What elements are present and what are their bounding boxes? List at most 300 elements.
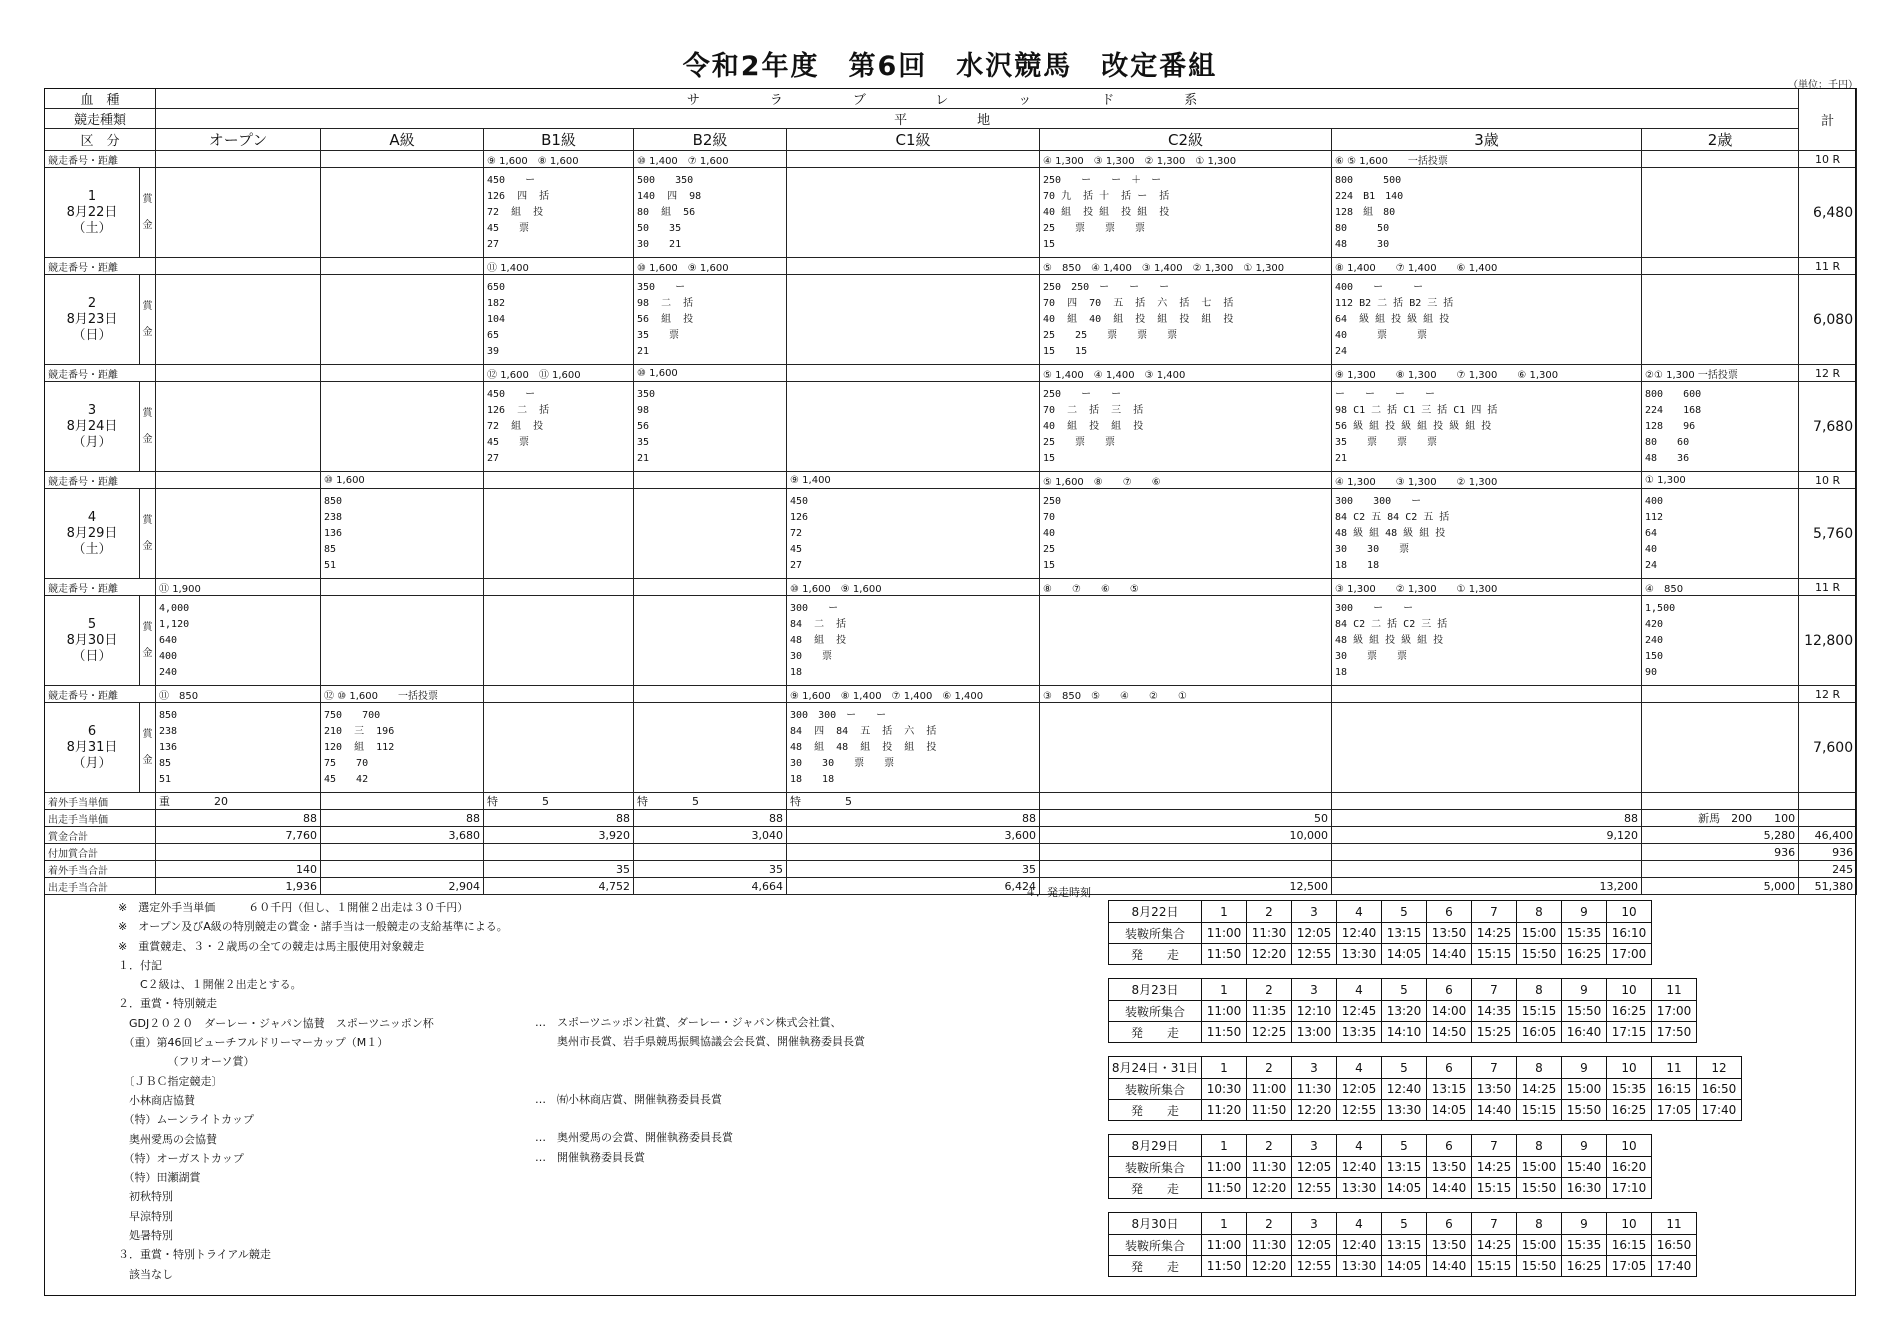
start-time-table [1108,1212,1697,1277]
start-allowance-total-row-cell: 4,752 [484,878,634,895]
start-time-cell: 13:50 [1472,1079,1517,1100]
start-time-cell: 9 [1562,901,1607,923]
start-time-row [1109,1057,1742,1079]
prize-total-row-cell: 7,760 [156,827,321,844]
race-number-cell: ⑥ ⑤ 1,600 一括投票 [1332,151,1642,168]
start-time-cell: 15:15 [1517,1100,1562,1121]
start-time-cell: 15:15 [1472,1256,1517,1277]
start-time-cell: 11 [1652,1057,1697,1079]
start-time-row-label: 8月24日・31日 [1109,1057,1202,1079]
out-allowance-unit-row-cell: 重 20 [156,793,321,810]
start-time-row [1109,1157,1652,1178]
start-time-cell: 1 [1202,901,1247,923]
day-weekday: （土） [72,541,112,557]
start-time-cell: 7 [1472,979,1517,1001]
start-time-cell: 14:25 [1517,1079,1562,1100]
prize-label: 賞金 [140,596,156,686]
start-allowance-total-row-total: 51,380 [1799,878,1857,895]
start-time-row [1109,901,1652,923]
start-time-cell: 15:00 [1517,923,1562,944]
note-right-line: 奥州市長賞、岩手県競馬振興協議会会長賞、開催執務委員長賞 [535,1035,865,1048]
start-time-cell: 5 [1382,1057,1427,1079]
start-time-cell: 14:05 [1427,1100,1472,1121]
day-date: 8月31日 [66,739,118,755]
total-header: 計 [1799,89,1857,151]
start-time-cell: 2 [1247,901,1292,923]
day-weekday: （月） [72,755,112,771]
race-number-cell: ⑨ 1,600 ⑧ 1,600 [484,151,634,168]
prize-values: 400 112 64 40 24 [1645,495,1664,571]
start-time-cell: 6 [1427,901,1472,923]
start-time-cell: 7 [1472,1135,1517,1157]
start-time-cell: 5 [1382,1135,1427,1157]
start-time-cell: 9 [1562,1057,1607,1079]
start-time-row [1109,1022,1697,1043]
note-line: C２級は、１開催２出走とする。 [118,978,302,992]
race-number-cell: ④ 850 [1642,579,1799,596]
prize-values: 450 ー 126 二 括 72 組 投 45 票 27 [487,388,550,464]
out-allowance-total-row-cell: 35 [484,861,634,878]
start-time-row-label: 装鞍所集合 [1109,1001,1202,1022]
prize-values: 800 600 224 168 128 96 80 60 48 36 [1645,388,1702,464]
start-time-cell: 4 [1337,1057,1382,1079]
start-time-cell: 11:20 [1202,1100,1247,1121]
race-count-total: 12 R [1799,686,1857,703]
start-time-cell: 10 [1607,979,1652,1001]
race-number-cell: ⑪ 1,400 [484,258,634,275]
start-time-cell: 15:00 [1562,1079,1607,1100]
race-number-cell: ⑩ 1,600 [321,472,484,489]
prize-values: 250 ー ー ＋ ー 70 九 括 十 括 ー 括 40 組 投 組 投 組 投 25 票 票 票 15 [1043,174,1170,250]
start-time-row-label: 8月22日 [1109,901,1202,923]
start-time-row-label: 発 走 [1109,1256,1202,1277]
prize-values: 650 182 104 65 39 [487,281,506,357]
prize-values: 400 ー ー 112 B2 二 括 B2 三 括 64 級 組 投 級 組 投 40 票 票 24 [1335,281,1454,357]
start-time-row-label: 発 走 [1109,1100,1202,1121]
start-time-row [1109,1100,1742,1121]
prize-values: ー ー ー ー 98 C1 二 括 C1 三 括 C1 四 括 56 級 組 投 級 組 投 級 組 投 35 票 票 票 21 [1335,388,1498,464]
start-time-row [1109,944,1652,965]
start-allowance-total-row-cell: 1,936 [156,878,321,895]
class-header: C2級 [1040,129,1332,151]
prize-values: 750 700 210 三 196 120 組 112 75 70 45 42 [324,709,395,785]
start-time-cell: 16:25 [1607,1100,1652,1121]
prize-total-row-cell: 9,120 [1332,827,1642,844]
start-time-cell: 16:15 [1652,1079,1697,1100]
race-row-label: 競走番号・距離 [45,472,156,489]
race-number-cell: ⑧ ⑦ ⑥ ⑤ [1040,579,1332,596]
start-time-cell: 2 [1247,1213,1292,1235]
start-time-row [1109,1178,1652,1199]
start-time-cell: 8 [1517,979,1562,1001]
race-number-cell: ⑩ 1,600 ⑨ 1,600 [787,579,1040,596]
note-line: GDJ２０２０ ダーレー・ジャパン協賛 スポーツニッポン杯 [118,1016,434,1030]
start-allowance-total-row-cell: 6,424 [787,878,1040,895]
start-time-cell: 13:00 [1292,1022,1337,1043]
out-allowance-total-row-cell: 35 [787,861,1040,878]
start-time-cell: 1 [1202,1057,1247,1079]
start-time-cell: 14:40 [1427,1178,1472,1199]
race-number-cell: ⑩ 1,600 ⑨ 1,600 [634,258,787,275]
race-count-total: 10 R [1799,472,1857,489]
start-time-cell: 10 [1607,1135,1652,1157]
class-header: C1級 [787,129,1040,151]
start-time-cell: 17:40 [1652,1256,1697,1277]
start-time-cell: 14:25 [1472,923,1517,944]
day-day-no: 4 [87,509,97,525]
start-time-cell: 12:55 [1292,944,1337,965]
day-weekday: （月） [72,434,112,450]
start-time-cell: 17:15 [1607,1022,1652,1043]
notes-section [118,898,508,1284]
out-allowance-total-row-cell: 35 [634,861,787,878]
start-time-cell: 11:30 [1247,1235,1292,1256]
start-time-cell: 6 [1427,1213,1472,1235]
bloodline-label: 血 種 [45,89,156,109]
start-time-cell: 16:25 [1607,1001,1652,1022]
start-time-cell: 11:50 [1202,1022,1247,1043]
day-day-no: 1 [87,188,97,204]
day-prize-total: 7,600 [1799,703,1857,793]
start-time-cell: 11:00 [1202,923,1247,944]
start-time-row [1109,1235,1697,1256]
start-time-row-label: 発 走 [1109,1022,1202,1043]
prize-values: 1,500 420 240 150 90 [1645,602,1676,678]
start-time-cell: 13:15 [1382,1235,1427,1256]
prize-values: 250 ー ー 70 二 括 三 括 40 組 投 組 投 25 票 票 15 [1043,388,1144,464]
start-time-row [1109,1001,1697,1022]
note-line: 初秋特別 [118,1190,173,1204]
race-number-cell: ⑫ ⑩ 1,600 一括投票 [321,686,484,703]
race-number-cell: ⑧ 1,400 ⑦ 1,400 ⑥ 1,400 [1332,258,1642,275]
start-time-row [1109,979,1697,1001]
start-time-cell: 17:00 [1652,1001,1697,1022]
start-time-cell: 10 [1607,901,1652,923]
prize-values: 850 238 136 85 51 [324,495,343,571]
start-time-cell: 15:40 [1562,1157,1607,1178]
race-count-total: 10 R [1799,151,1857,168]
start-allowance-total-row-cell: 2,904 [321,878,484,895]
note-right-line: … ㈲小林商店賞、開催執務委員長賞 [535,1093,722,1106]
race-row-label: 競走番号・距離 [45,151,156,168]
start-allowance-unit-row-cell: 50 [1040,810,1332,827]
start-allowance-unit-row-cell: 88 [634,810,787,827]
start-allowance-total-row-label: 出走手当合計 [45,878,156,895]
out-allowance-unit-row-cell: 特 5 [634,793,787,810]
out-allowance-unit-row-cell: 特 5 [484,793,634,810]
start-time-cell: 3 [1292,1213,1337,1235]
start-time-cell: 12:40 [1337,1157,1382,1178]
start-time-row [1109,1256,1697,1277]
start-time-cell: 15:35 [1607,1079,1652,1100]
prize-values: 800 500 224 B1 140 128 組 80 80 50 48 30 [1335,174,1404,250]
start-time-cell: 1 [1202,1135,1247,1157]
note-line: 〔ＪＢＣ指定競走〕 [118,1074,223,1088]
unit-label: （単位：千円） [1788,80,1858,91]
start-time-cell: 12:05 [1292,1235,1337,1256]
start-time-cell: 12:55 [1337,1100,1382,1121]
start-time-cell: 9 [1562,979,1607,1001]
start-time-cell: 11:00 [1202,1157,1247,1178]
start-allowance-unit-row-cell: 88 [1332,810,1642,827]
start-allowance-unit-row-cell: 88 [787,810,1040,827]
start-time-row-label: 装鞍所集合 [1109,923,1202,944]
start-allowance-total-row-cell: 13,200 [1332,878,1642,895]
prize-values: 350 98 56 35 21 [637,388,656,464]
start-time-cell: 15:15 [1517,1001,1562,1022]
added-prize-row-total: 936 [1799,844,1857,861]
start-time-cell: 2 [1247,979,1292,1001]
prize-total-row-cell: 5,280 [1642,827,1799,844]
start-time-cell: 16:20 [1607,1157,1652,1178]
start-time-row [1109,923,1652,944]
start-time-cell: 17:05 [1652,1100,1697,1121]
start-time-cell: 17:00 [1607,944,1652,965]
start-time-cell: 14:00 [1427,1001,1472,1022]
race-number-cell: ③ 1,300 ② 1,300 ① 1,300 [1332,579,1642,596]
race-type-value: 平地 [156,109,1799,129]
start-time-cell: 15:25 [1472,1022,1517,1043]
day-prize-total: 6,080 [1799,275,1857,365]
start-time-cell: 12 [1697,1057,1742,1079]
race-number-cell: ②① 1,300 一括投票 [1642,365,1799,382]
start-time-cell: 12:10 [1292,1001,1337,1022]
start-time-cell: 9 [1562,1135,1607,1157]
start-time-cell: 15:50 [1562,1001,1607,1022]
start-time-table [1108,1134,1652,1199]
start-time-cell: 10 [1607,1057,1652,1079]
prize-total-row-cell: 3,680 [321,827,484,844]
start-time-cell: 13:30 [1337,1178,1382,1199]
start-time-cell: 15:00 [1517,1235,1562,1256]
start-allowance-total-row-cell: 4,664 [634,878,787,895]
start-allowance-unit-row-cell: 新馬 200 100 [1642,810,1799,827]
start-time-cell: 11:50 [1202,1178,1247,1199]
start-time-cell: 7 [1472,901,1517,923]
start-time-cell: 13:30 [1337,944,1382,965]
start-time-cell: 11 [1652,979,1697,1001]
out-allowance-total-row-label: 着外手当合計 [45,861,156,878]
start-time-cell: 10:30 [1202,1079,1247,1100]
race-count-total: 11 R [1799,579,1857,596]
start-time-cell: 3 [1292,979,1337,1001]
start-time-cell: 17:05 [1607,1256,1652,1277]
race-number-cell: ④ 1,300 ③ 1,300 ② 1,300 [1332,472,1642,489]
prize-total-row-cell: 3,040 [634,827,787,844]
prize-total-row-total: 46,400 [1799,827,1857,844]
note-line: 該当なし [118,1267,173,1281]
note-line: ３．重賞・特別トライアル競走 [118,1248,271,1262]
start-time-cell: 12:40 [1337,1235,1382,1256]
start-time-cell: 13:50 [1427,923,1472,944]
start-time-cell: 14:25 [1472,1235,1517,1256]
start-time-cell: 15:50 [1517,944,1562,965]
start-time-cell: 16:05 [1517,1022,1562,1043]
start-time-cell: 15:15 [1472,1178,1517,1199]
class-header: A級 [321,129,484,151]
start-time-cell: 11 [1652,1213,1697,1235]
added-prize-row-label: 付加賞合計 [45,844,156,861]
start-time-cell: 15:00 [1517,1157,1562,1178]
prize-values: 300 ー 84 二 括 48 組 投 30 票 18 [790,602,847,678]
start-time-cell: 1 [1202,979,1247,1001]
start-time-cell: 16:25 [1562,944,1607,965]
start-time-cell: 5 [1382,901,1427,923]
start-time-cell: 15:50 [1562,1100,1607,1121]
start-time-row-label: 装鞍所集合 [1109,1157,1202,1178]
start-time-cell: 11:30 [1247,1157,1292,1178]
note-line: 小林商店協賛 [118,1093,195,1107]
day-date: 8月29日 [66,525,118,541]
class-header: B2級 [634,129,787,151]
start-time-cell: 13:15 [1382,1157,1427,1178]
start-allowance-unit-row-cell: 88 [321,810,484,827]
start-time-cell: 3 [1292,1135,1337,1157]
note-line: （フリオーソ賞） [118,1055,255,1069]
race-number-cell: ⑤ 1,400 ④ 1,400 ③ 1,400 [1040,365,1332,382]
prize-values: 250 250 ー ー ー 70 四 70 五 括 六 括 七 括 40 組 40 組 投 組 投 組 投 25 25 票 票 票 15 15 [1043,281,1234,357]
start-time-cell: 12:05 [1292,1157,1337,1178]
start-time-cell: 12:20 [1292,1100,1337,1121]
start-time-cell: 13:20 [1382,1001,1427,1022]
class-header: B1級 [484,129,634,151]
start-time-row-label: 8月23日 [1109,979,1202,1001]
note-line: ※ 選定外手当単価 ６０千円（但し、１開催２出走は３０千円） [118,901,469,914]
note-line: ※ オープン及びA級の特別競走の賞金・諸手当は一般競走の支給基準による。 [118,920,508,934]
prize-values: 350 ー 98 二 括 56 組 投 35 票 21 [637,281,694,357]
day-prize-total: 7,680 [1799,382,1857,472]
class-header: 2歳 [1642,129,1799,151]
start-time-cell: 13:30 [1382,1100,1427,1121]
note-line: （特）オーガストカップ [118,1151,244,1165]
start-time-cell: 3 [1292,1057,1337,1079]
start-time-cell: 5 [1382,1213,1427,1235]
race-number-cell: ⑫ 1,600 ⑪ 1,600 [484,365,634,382]
start-time-row [1109,1079,1742,1100]
class-header: 3歳 [1332,129,1642,151]
start-time-cell: 2 [1247,1057,1292,1079]
race-number-cell: ⑤ 850 ④ 1,400 ③ 1,400 ② 1,300 ① 1,300 [1040,258,1332,275]
race-number-cell: ⑪ 1,900 [156,579,321,596]
prize-total-row-cell: 3,600 [787,827,1040,844]
day-date: 8月24日 [66,418,118,434]
race-number-cell: ⑨ 1,600 ⑧ 1,400 ⑦ 1,400 ⑥ 1,400 [787,686,1040,703]
start-allowance-unit-row-cell: 88 [484,810,634,827]
out-allowance-total-row-total: 245 [1799,861,1857,878]
day-day-no: 3 [87,402,97,418]
start-time-cell: 14:05 [1382,1256,1427,1277]
day-weekday: （土） [72,220,112,236]
start-time-cell: 13:35 [1337,1022,1382,1043]
start-allowance-unit-row-label: 出走手当単価 [45,810,156,827]
race-count-total: 12 R [1799,365,1857,382]
start-time-cell: 6 [1427,1135,1472,1157]
race-number-cell: ④ 1,300 ③ 1,300 ② 1,300 ① 1,300 [1040,151,1332,168]
day-date: 8月30日 [66,632,118,648]
prize-label: 賞金 [140,275,156,365]
start-time-row-label: 発 走 [1109,944,1202,965]
start-time-cell: 12:20 [1247,1256,1292,1277]
start-time-row-label: 装鞍所集合 [1109,1235,1202,1256]
start-time-cell: 14:50 [1427,1022,1472,1043]
prize-values: 250 70 40 25 15 [1043,495,1062,571]
start-time-cell: 11:50 [1202,1256,1247,1277]
race-row-label: 競走番号・距離 [45,579,156,596]
day-prize-total: 6,480 [1799,168,1857,258]
start-time-cell: 14:40 [1472,1100,1517,1121]
start-time-cell: 12:05 [1337,1079,1382,1100]
race-number-cell: ⑩ 1,400 ⑦ 1,600 [634,151,787,168]
race-row-label: 競走番号・距離 [45,365,156,382]
out-allowance-total-row-cell: 140 [156,861,321,878]
start-time-cell: 13:15 [1427,1079,1472,1100]
prize-total-row-cell: 10,000 [1040,827,1332,844]
prize-label: 賞金 [140,703,156,793]
race-number-cell: ⑩ 1,600 [634,365,787,382]
start-time-cell: 12:05 [1292,923,1337,944]
class-header: オープン [156,129,321,151]
start-time-cell: 3 [1292,901,1337,923]
race-number-cell: ⑪ 850 [156,686,321,703]
start-time-cell: 12:20 [1247,1178,1292,1199]
start-time-cell: 13:50 [1427,1235,1472,1256]
start-time-table [1108,1056,1742,1121]
start-time-row-label: 発 走 [1109,1178,1202,1199]
start-time-cell: 17:10 [1607,1178,1652,1199]
start-time-cell: 11:30 [1247,923,1292,944]
start-time-row [1109,1213,1697,1235]
note-line: 処暑特別 [118,1229,173,1243]
start-time-cell: 12:40 [1337,923,1382,944]
start-time-cell: 14:40 [1427,1256,1472,1277]
race-count-total: 11 R [1799,258,1857,275]
start-time-cell: 16:25 [1562,1256,1607,1277]
start-time-cell: 13:30 [1337,1256,1382,1277]
start-time-cell: 14:25 [1472,1157,1517,1178]
start-time-cell: 15:50 [1517,1256,1562,1277]
race-row-label: 競走番号・距離 [45,686,156,703]
start-time-cell: 13:50 [1427,1157,1472,1178]
note-line: （特）田瀬湖賞 [118,1171,201,1185]
prize-values: 450 126 72 45 27 [790,495,809,571]
start-time-cell: 16:30 [1562,1178,1607,1199]
prize-total-row-label: 賞金合計 [45,827,156,844]
prize-label: 賞金 [140,168,156,258]
start-time-cell: 6 [1427,979,1472,1001]
start-time-cell: 11:30 [1292,1079,1337,1100]
prize-label: 賞金 [140,382,156,472]
start-time-cell: 8 [1517,1213,1562,1235]
day-day-no: 5 [87,616,97,632]
note-right-line: … 奥州愛馬の会賞、開催執務委員長賞 [535,1131,733,1144]
race-number-cell: ③ 850 ⑤ ④ ② ① [1040,686,1332,703]
note-line: （特）ムーンライトカップ [118,1113,254,1127]
bloodline-value: サラブレッド系 [156,89,1799,109]
out-allowance-unit-row-label: 着外手当単価 [45,793,156,810]
start-time-cell: 7 [1472,1057,1517,1079]
race-row-label: 競走番号・距離 [45,258,156,275]
start-time-cell: 16:50 [1652,1235,1697,1256]
start-time-table [1108,900,1652,965]
prize-values: 500 350 140 四 98 80 組 56 50 35 30 21 [637,174,702,250]
note-line: 早涼特別 [118,1209,173,1223]
start-time-cell: 7 [1472,1213,1517,1235]
start-time-cell: 16:50 [1697,1079,1742,1100]
start-time-cell: 14:05 [1382,1178,1427,1199]
prize-values: 4,000 1,120 640 400 240 [159,602,190,678]
day-weekday: （日） [72,648,112,664]
prize-values: 850 238 136 85 51 [159,709,178,785]
